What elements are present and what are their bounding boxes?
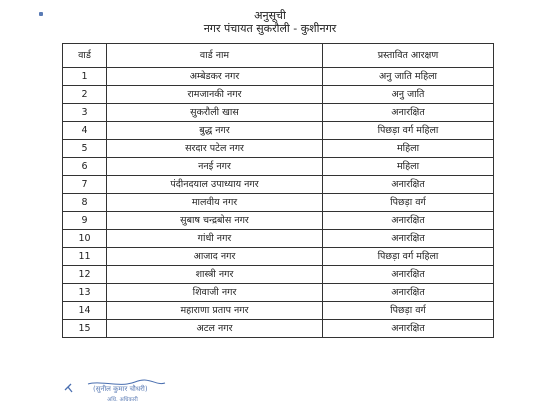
ward-number-cell: 10 (63, 230, 107, 248)
ward-name-cell: गांधी नगर (107, 230, 323, 248)
ward-name-cell: अटल नगर (107, 320, 323, 338)
ward-name-cell: शिवाजी नगर (107, 284, 323, 302)
reservation-cell: महिला (323, 158, 494, 176)
table-header-row (63, 44, 494, 68)
ward-number-cell: 5 (63, 140, 107, 158)
table-row (63, 140, 494, 158)
table-row (63, 230, 494, 248)
signature (60, 378, 180, 405)
signature-text: (सुनील कुमार चौधरी) (93, 385, 148, 393)
table-row (63, 320, 494, 338)
document-title: अनुसूची (254, 9, 286, 22)
ward-number-cell: 1 (63, 68, 107, 86)
ward-name-cell: अम्बेडकर नगर (107, 68, 323, 86)
reservation-cell: पिछड़ा वर्ग (323, 302, 494, 320)
reservation-cell: पिछड़ा वर्ग (323, 194, 494, 212)
reservation-cell: अनारक्षित (323, 230, 494, 248)
header-ward: वार्ड (63, 44, 107, 68)
ward-number-cell: 4 (63, 122, 107, 140)
ward-name-cell: आजाद नगर (107, 248, 323, 266)
ward-number-cell: 2 (63, 86, 107, 104)
table-row (63, 284, 494, 302)
ward-name-cell: सुकरौली खास (107, 104, 323, 122)
reservation-cell: अनु जाति (323, 86, 494, 104)
table-row (63, 104, 494, 122)
ward-name-cell: बुद्ध नगर (107, 122, 323, 140)
ward-reservation-table (62, 43, 494, 338)
signature-designation: अधि. अधिकारी (107, 397, 138, 403)
ward-number-cell: 12 (63, 266, 107, 284)
reservation-cell: अनारक्षित (323, 266, 494, 284)
reservation-cell: पिछड़ा वर्ग महिला (323, 122, 494, 140)
table-row (63, 68, 494, 86)
reservation-cell: अनु जाति महिला (323, 68, 494, 86)
table-row (63, 302, 494, 320)
table-row (63, 266, 494, 284)
table-row (63, 122, 494, 140)
ward-number-cell: 13 (63, 284, 107, 302)
reservation-cell: अनारक्षित (323, 212, 494, 230)
ward-number-cell: 14 (63, 302, 107, 320)
ward-number-cell: 9 (63, 212, 107, 230)
table-row (63, 248, 494, 266)
ward-number-cell: 7 (63, 176, 107, 194)
ward-name-cell: सुबाष चन्द्रबोस नगर (107, 212, 323, 230)
table-row (63, 212, 494, 230)
table-row (63, 194, 494, 212)
table-row (63, 158, 494, 176)
ward-number-cell: 3 (63, 104, 107, 122)
ward-name-cell: रामजानकी नगर (107, 86, 323, 104)
ward-name-cell: सरदार पटेल नगर (107, 140, 323, 158)
ward-number-cell: 8 (63, 194, 107, 212)
ward-name-cell: शास्त्री नगर (107, 266, 323, 284)
reservation-cell: अनारक्षित (323, 320, 494, 338)
reservation-cell: अनारक्षित (323, 284, 494, 302)
header-ward-name: वार्ड नाम (107, 44, 323, 68)
header-reservation: प्रस्तावित आरक्षण (323, 44, 494, 68)
ward-name-cell: मालवीय नगर (107, 194, 323, 212)
ward-name-cell: ननई नगर (107, 158, 323, 176)
ward-name-cell: पंदीनदयाल उपाध्याय नगर (107, 176, 323, 194)
ward-number-cell: 6 (63, 158, 107, 176)
table-row (63, 86, 494, 104)
reservation-cell: अनारक्षित (323, 176, 494, 194)
ward-number-cell: 11 (63, 248, 107, 266)
reservation-cell: अनारक्षित (323, 104, 494, 122)
reservation-cell: महिला (323, 140, 494, 158)
document-subtitle: नगर पंचायत सुकरौली - कुशीनगर (203, 22, 337, 35)
ward-name-cell: महाराणा प्रताप नगर (107, 302, 323, 320)
table-row (63, 176, 494, 194)
reservation-cell: पिछड़ा वर्ग महिला (323, 248, 494, 266)
ward-number-cell: 15 (63, 320, 107, 338)
